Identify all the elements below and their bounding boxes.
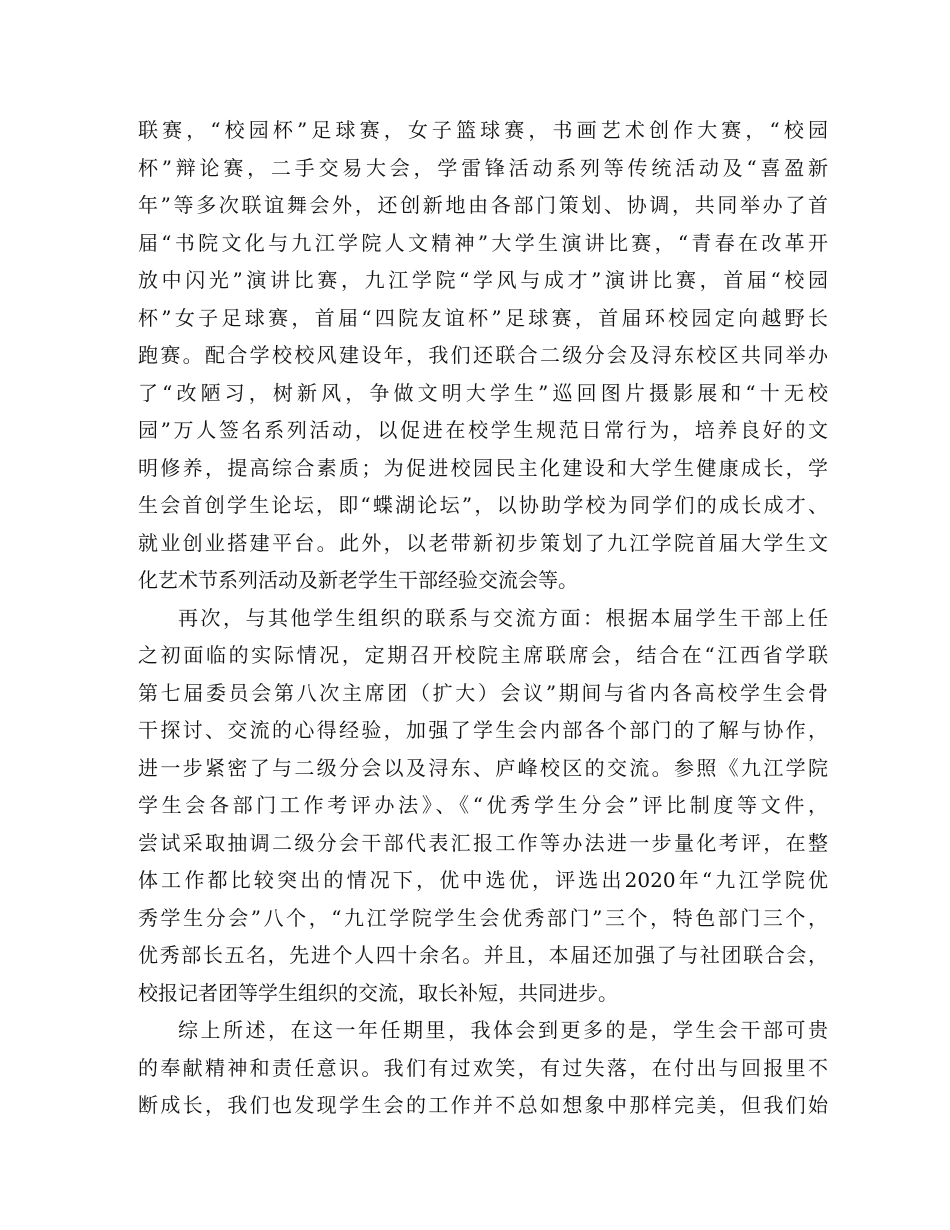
text-line: 干探讨、交流的心得经验，加强了学生会内部各个部门的了解与协作， [138, 718, 828, 742]
text-line: 优秀部长五名，先进个人四十余名。并且，本届还加强了与社团联合会， [138, 943, 828, 967]
text-line: 放中闪光”演讲比赛，九江学院“学风与成才”演讲比赛，首届“校园 [138, 268, 828, 292]
text-line: 联赛，“校园杯”足球赛，女子篮球赛，书画艺术创作大赛，“校园 [138, 118, 828, 142]
paragraph-first-line: 综上所述，在这一年任期里，我体会到更多的是，学生会干部可贵 [178, 1018, 828, 1042]
text-line: 就业创业搭建平台。此外，以老带新初步策划了九江学院首届大学生文 [138, 530, 828, 555]
text-line: 园”万人签名系列活动，以促进在校学生规范日常行为，培养良好的文 [138, 418, 828, 442]
text-line: 秀学生分会”八个，“九江学院学生会优秀部门”三个，特色部门三个， [138, 905, 828, 930]
text-line: 校报记者团等学生组织的交流，取长补短，共同进步。 [138, 980, 618, 1005]
text-line: 杯”辩论赛，二手交易大会，学雷锋活动系列等传统活动及“喜盈新 [138, 155, 828, 180]
text-line: 体工作都比较突出的情况下，优中选优，评选出2020年“九江学院优 [138, 868, 828, 892]
text-line: 了“改陋习，树新风，争做文明大学生”巡回图片摄影展和“十无校 [138, 380, 828, 405]
text-line: 断成长，我们也发现学生会的工作并不总如想象中那样完美，但我们始 [138, 1093, 828, 1117]
paragraph-first-line: 再次，与其他学生组织的联系与交流方面：根据本届学生干部上任 [178, 605, 828, 630]
text-line: 进一步紧密了与二级分会以及浔东、庐峰校区的交流。参照《九江学院 [138, 755, 828, 780]
text-line: 化艺术节系列活动及新老学生干部经验交流会等。 [138, 568, 578, 592]
text-line: 年”等多次联谊舞会外，还创新地由各部门策划、协调，共同举办了首 [138, 193, 828, 217]
text-line: 跑赛。配合学校校风建设年，我们还联合二级分会及浔东校区共同举办 [138, 343, 828, 367]
document-body-text [138, 112, 828, 1125]
text-line: 生会首创学生论坛，即“蝶湖论坛”，以协助学校为同学们的成长成才、 [138, 493, 828, 517]
text-line: 的奉献精神和责任意识。我们有过欢笑，有过失落，在付出与回报里不 [138, 1055, 828, 1080]
text-line: 之初面临的实际情况，定期召开校院主席联席会，结合在“江西省学联 [138, 643, 828, 667]
text-line: 尝试采取抽调二级分会干部代表汇报工作等办法进一步量化考评，在整 [138, 830, 828, 855]
text-line: 杯”女子足球赛，首届“四院友谊杯”足球赛，首届环校园定向越野长 [138, 305, 828, 330]
text-line: 届“书院文化与九江学院人文精神”大学生演讲比赛，“青春在改革开 [138, 230, 828, 255]
text-line: 明修养，提高综合素质；为促进校园民主化建设和大学生健康成长，学 [138, 455, 828, 480]
text-line: 学生会各部门工作考评办法》、《“优秀学生分会”评比制度等文件， [138, 793, 828, 817]
text-line: 第七届委员会第八次主席团（扩大）会议”期间与省内各高校学生会骨 [138, 680, 828, 705]
